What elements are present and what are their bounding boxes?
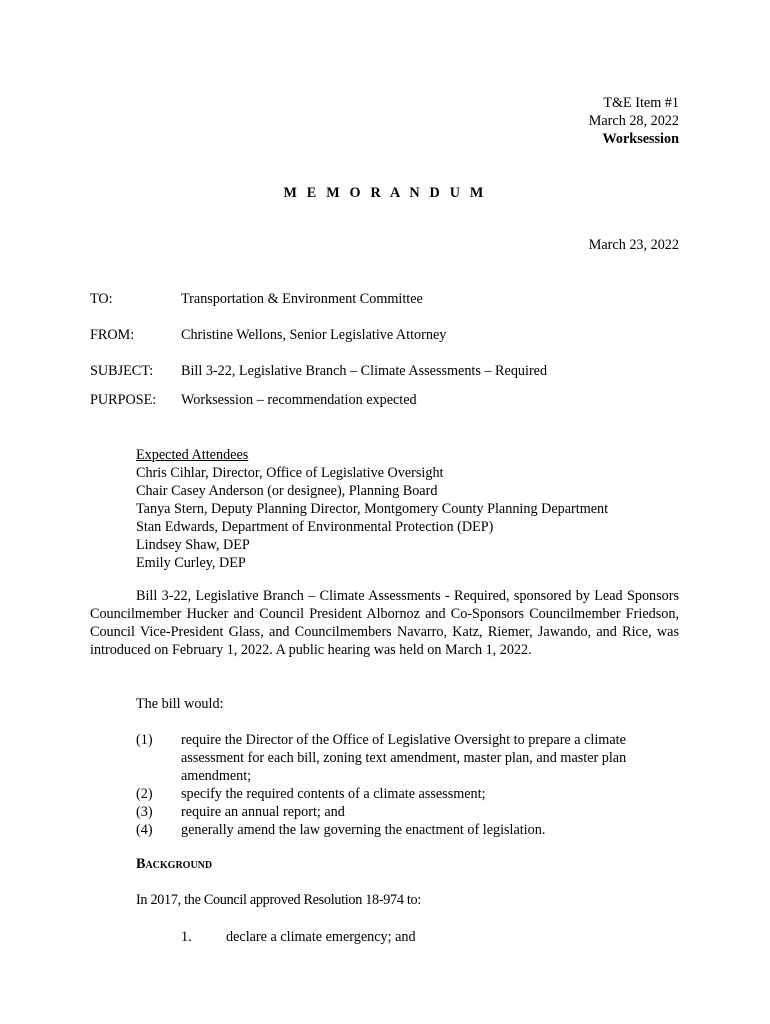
list-item-number: (2) [136,786,153,802]
purpose-value: Worksession – recommendation expected [181,392,417,408]
subject-value: Bill 3-22, Legislative Branch – Climate Assessments – Required [181,363,548,379]
from-label: FROM: [90,327,135,343]
attendee-item: Chris Cihlar, Director, Office of Legislative Oversight [136,465,444,481]
item-number: T&E Item #1 [603,95,679,111]
list-item-number: (1) [136,732,153,748]
item-header-block [480,94,679,148]
session-type: Worksession [602,131,679,147]
resolution-item-number: 1. [181,929,192,945]
to-value: Transportation & Environment Committee [181,291,423,307]
to-label: TO: [90,291,113,307]
attendees-title: Expected Attendees [136,447,249,463]
from-value: Christine Wellons, Senior Legislative Attorney [181,327,447,343]
attendee-item: Emily Curley, DEP [136,555,246,571]
attendee-item: Chair Casey Anderson (or designee), Planning Board [136,483,438,499]
intro-paragraph: Bill 3-22, Legislative Branch – Climate Assessments - Required, sponsored by Lead Sponsors Councilmember Hucker and Council President Albornoz and Co-Sponsors Councilmember Friedson, Council Vice-President Glass, and Councilmembers Navarro, Katz, Riemer, Jawando, and Rice, was introduced on February 1, 2022. A public hearing was held on March 1, 2022. [90,588,679,658]
list-item-number: (4) [136,822,153,838]
memo-date: March 23, 2022 [588,237,679,253]
background-text: In 2017, the Council approved Resolution 18-974 to: [136,892,421,908]
list-item-text: specify the required contents of a climate assessment; [181,786,486,802]
list-item-text: require the Director of the Office of Legislative Oversight to prepare a climate assessment for each bill, zoning text amendment, master plan, and master plan amendment; [181,732,627,784]
background-heading: Background [136,856,213,872]
list-item-text: require an annual report; and [181,804,345,820]
attendee-item: Lindsey Shaw, DEP [136,537,250,553]
purpose-label: PURPOSE: [90,392,157,408]
list-item-number: (3) [136,804,153,820]
attendee-item: Tanya Stern, Deputy Planning Director, Montgomery County Planning Department [136,501,609,517]
subject-label: SUBJECT: [90,363,154,379]
resolution-item-text: declare a climate emergency; and [226,929,416,945]
memo-title: M E M O R A N D U M [283,185,487,201]
attendee-item: Stan Edwards, Department of Environmental Protection (DEP) [136,519,494,535]
attendees-section [136,446,696,572]
bill-would-text: The bill would: [136,696,224,712]
list-item-text: generally amend the law governing the enactment of legislation. [181,822,546,838]
meeting-date: March 28, 2022 [588,113,679,129]
